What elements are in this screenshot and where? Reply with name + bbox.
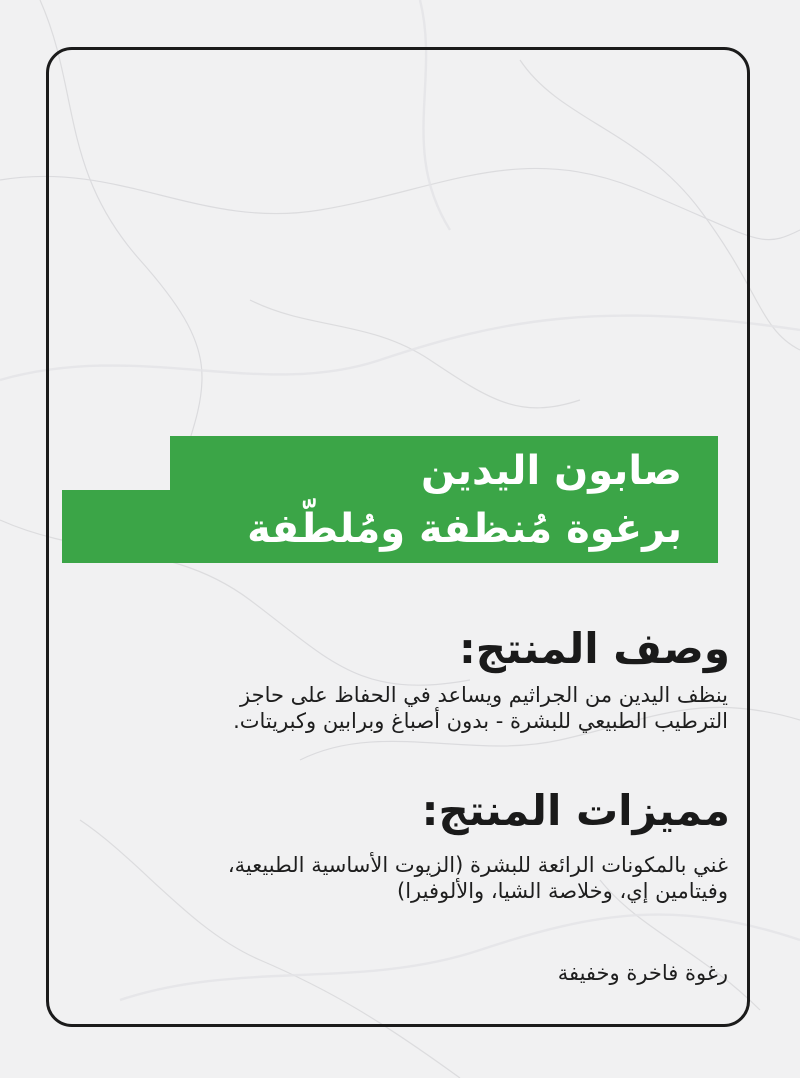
features-text bbox=[88, 852, 728, 904]
headline-line-2: برغوة مُنظفة ومُلطّفة bbox=[247, 506, 682, 552]
features-title: مميزات المنتج: bbox=[421, 786, 730, 835]
features-note: رغوة فاخرة وخفيفة bbox=[557, 961, 728, 985]
headline-line-1: صابون اليدين bbox=[420, 448, 682, 494]
description-text bbox=[88, 682, 728, 734]
description-line-1: ينظف اليدين من الجراثيم ويساعد في الحفاظ على حاجز bbox=[240, 683, 728, 707]
features-line-1: غني بالمكونات الرائعة للبشرة (الزيوت الأساسية الطبيعية، bbox=[227, 853, 728, 877]
features-line-2: وفيتامين إي، وخلاصة الشيا، والألوفيرا) bbox=[397, 879, 728, 903]
product-headline bbox=[247, 442, 682, 558]
description-title: وصف المنتج: bbox=[458, 624, 730, 673]
description-line-2: الترطيب الطبيعي للبشرة - بدون أصباغ وبرابين وكبريتات. bbox=[233, 709, 728, 733]
